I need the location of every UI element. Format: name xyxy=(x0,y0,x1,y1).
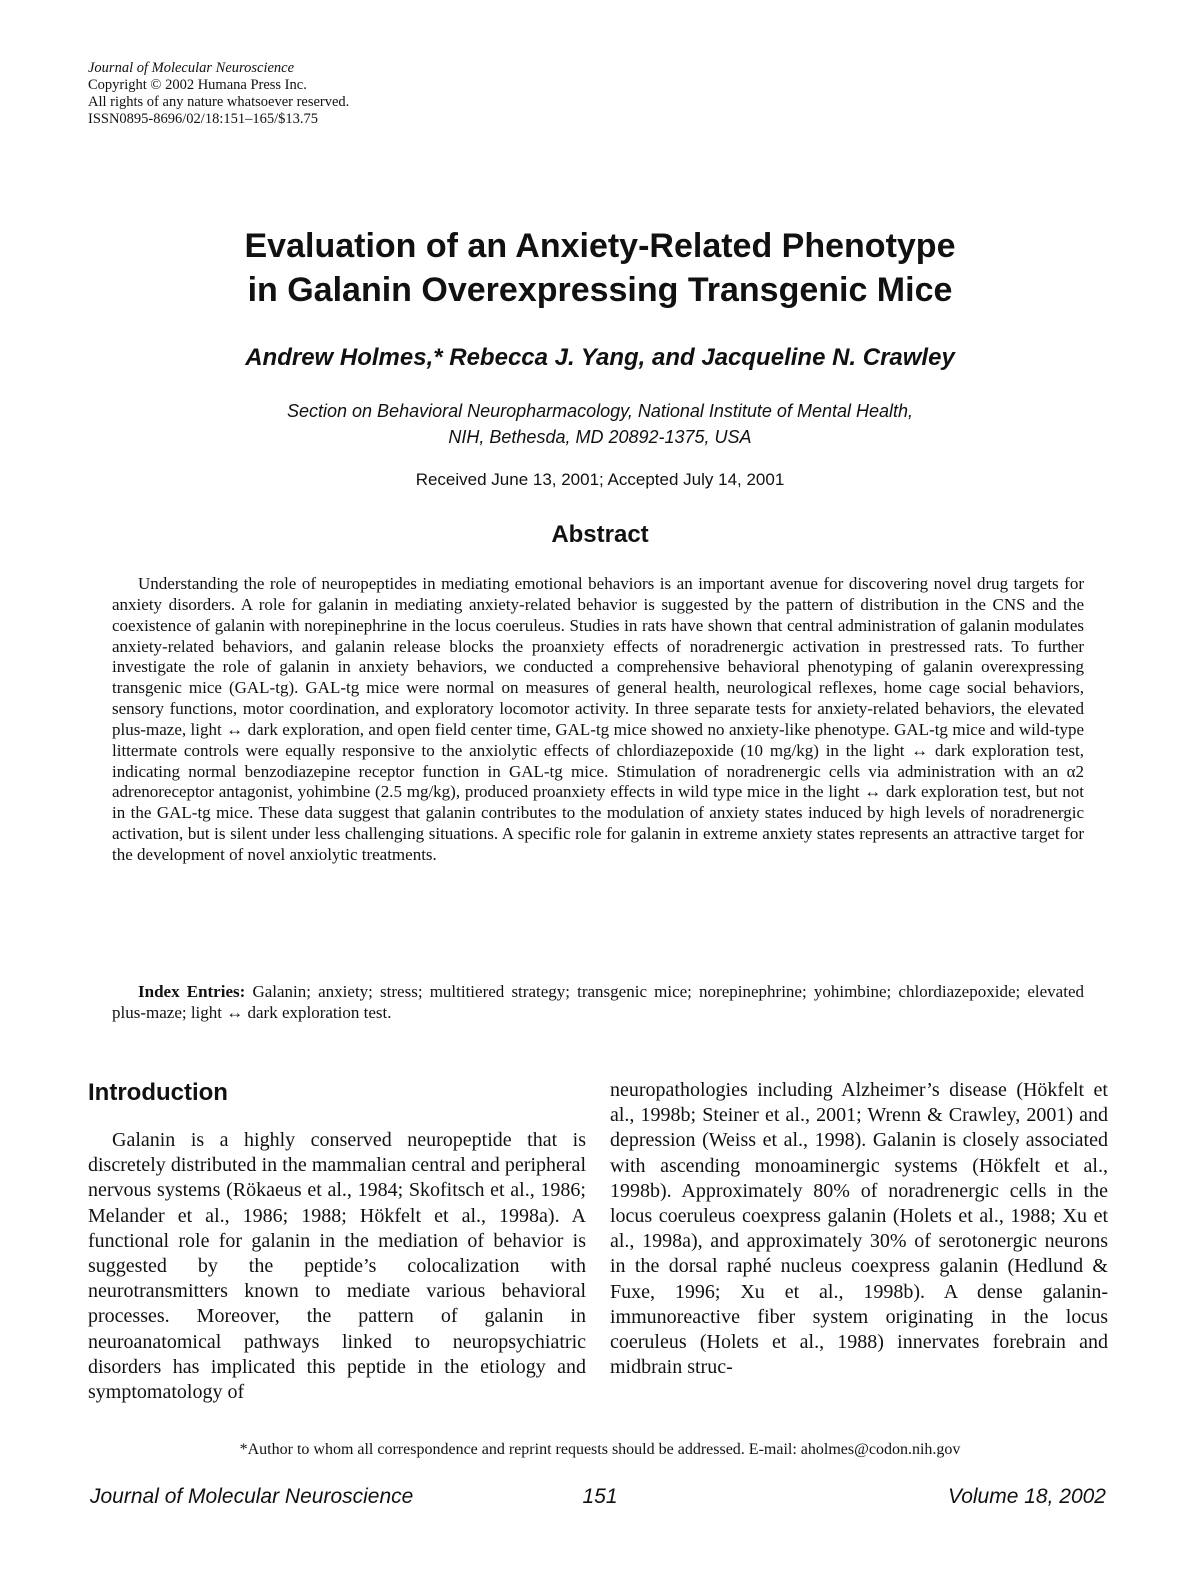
header-copyright: Copyright © 2002 Humana Press Inc. xyxy=(88,77,307,93)
affiliation xyxy=(100,398,1100,450)
article-title xyxy=(100,224,1100,312)
abstract-heading: Abstract xyxy=(551,521,649,548)
footer-volume: Volume 18, 2002 xyxy=(947,1485,1106,1508)
affiliation-line-2: NIH, Bethesda, MD 20892-1375, USA xyxy=(448,427,752,447)
title-line-2: in Galanin Overexpressing Transgenic Mice xyxy=(247,271,953,309)
author-footnote: *Author to whom all correspondence and reprint requests should be addressed. E-mail: aholmes@codon.nih.gov xyxy=(239,1441,961,1458)
page-number: 151 xyxy=(582,1485,618,1508)
index-entries-text: Galanin; anxiety; stress; multitiered strategy; transgenic mice; norepinephrine; yohimbine; chlordiazepoxide; elevated plus-maze; light ↔ dark exploration test. xyxy=(112,982,1084,1022)
author-list: Andrew Holmes,* Rebecca J. Yang, and Jacqueline N. Crawley xyxy=(245,344,955,371)
affiliation-line-1: Section on Behavioral Neuropharmacology, National Institute of Mental Health, xyxy=(286,401,914,421)
intro-right-column: neuropathologies including Alzheimer’s disease (Hökfelt et al., 1998b; Steiner et al., 2001; Wrenn & Crawley, 2001) and depression (Weiss et al., 1998). Galanin is closely associated with ascending monoaminergic systems (Hökfelt et al., 1998b). Approximately 80% of noradrenergic cells in the locus coeruleus coexpress galanin (Holets et al., 1988; Xu et al., 1998a), and approximately 30% of serotonergic neurons in the dorsal raphé nucleus coexpress galanin (Hedlund & Fuxe, 1996; Xu et al., 1998b). A dense galanin-immunoreactive fiber system originating in the locus coeruleus (Holets et al., 1988) innervates forebrain and midbrain struc- xyxy=(610,1079,1108,1379)
introduction-heading: Introduction xyxy=(88,1079,228,1106)
index-entries-label: Index Entries: xyxy=(138,982,246,1001)
footer-journal-name: Journal of Molecular Neuroscience xyxy=(90,1485,414,1508)
title-line-1: Evaluation of an Anxiety-Related Phenotype xyxy=(244,227,956,265)
header-issn: ISSN0895-8696/02/18:151–165/$13.75 xyxy=(88,111,318,127)
received-dates: Received June 13, 2001; Accepted July 14, 2001 xyxy=(415,470,785,489)
publication-header xyxy=(88,60,349,128)
intro-left-column: Galanin is a highly conserved neuropeptide that is discretely distributed in the mammalian central and peripheral nervous systems (Rökaeus et al., 1984; Skofitsch et al., 1986; Melander et al., 1986; 1988; Hökfelt et al., 1998a). A functional role for galanin in the mediation of behavior is suggested by the peptide’s colocalization with neurotransmitters known to mediate various behavioral processes. Moreover, the pattern of galanin in neuroanatomical pathways linked to neuropsychiatric disorders has implicated this peptide in the etiology and symptomatology of xyxy=(88,1129,586,1404)
header-journal-name: Journal of Molecular Neuroscience xyxy=(88,60,295,76)
abstract-text: Understanding the role of neuropeptides in mediating emotional behaviors is an important avenue for discovering novel drug targets for anxiety disorders. A role for galanin in mediating anxiety-related behavior is suggested by the pattern of distribution in the CNS and the coexistence of galanin with norepinephrine in the locus coeruleus. Studies in rats have shown that central administration of galanin modulates anxiety-related behaviors, and galanin release blocks the proanxiety effects of noradrenergic activation in prestressed rats. To further investigate the role of galanin in anxiety behaviors, we conducted a comprehensive behavioral phenotyping of galanin overexpressing transgenic mice (GAL-tg). GAL-tg mice were normal on measures of general health, neurological reflexes, home cage social behaviors, sensory functions, motor coordination, and exploratory locomotor activity. In three separate tests for anxiety-related behaviors, the elevated plus-maze, light ↔ dark exploration, and open field center time, GAL-tg mice showed no anxiety-like phenotype. GAL-tg mice and wild-type littermate controls were equally responsive to the anxiolytic effects of chlordiazepoxide (10 mg/kg) in the light ↔ dark exploration test, indicating normal benzodiazepine receptor function in GAL-tg mice. Stimulation of noradrenergic cells via administration with an α2 adrenoreceptor antagonist, yohimbine (2.5 mg/kg), produced proanxiety effects in wild type mice in the light ↔ dark exploration test, but not in the GAL-tg mice. These data suggest that galanin contributes to the modulation of anxiety states induced by high levels of noradrenergic activation, but is silent under less challenging situations. A specific role for galanin in extreme anxiety states represents an attractive target for the development of novel anxiolytic treatments. xyxy=(112,574,1084,864)
index-entries xyxy=(112,981,1084,1023)
header-rights: All rights of any nature whatsoever reserved. xyxy=(88,94,350,110)
